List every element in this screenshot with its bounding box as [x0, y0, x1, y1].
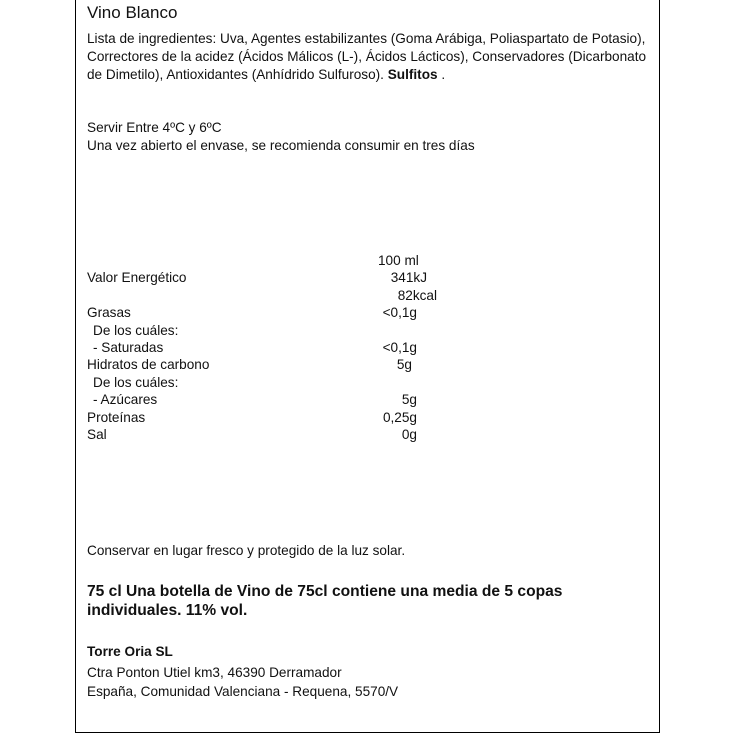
producer-name: Torre Oria SL [87, 644, 173, 659]
row-label: Proteínas [87, 410, 146, 425]
row-value: 5g [401, 392, 417, 407]
nutrition-header: 100 ml [378, 253, 419, 268]
serving-temperature: Servir Entre 4ºC y 6ºC [87, 120, 222, 135]
row-value: <0,1g [382, 305, 417, 320]
allergen-text: Sulfitos [387, 67, 438, 82]
energy-kj: 341kJ [390, 270, 427, 285]
storage-instructions: Conservar en lugar fresco y protegido de la luz solar. [87, 543, 406, 558]
row-label: De los cuáles: [93, 323, 179, 338]
row-label: Grasas [87, 305, 131, 320]
row-value: 0g [401, 427, 417, 442]
ingredients-text: Lista de ingredientes: Uva, Agentes estabilizantes (Goma Arábiga, Poliaspartato de Potasio), Correctores de la acidez (Ácidos Málicos (L-), Ácidos Lácticos), Conservadores (Dicarbonato de Dimetilo), Antioxidantes (Anhídrido Sulfuroso). [87, 31, 647, 82]
row-label: De los cuáles: [93, 375, 179, 390]
volume-line-1: 75 cl Una botella de Vino de 75cl contiene una media de 5 copas [87, 583, 563, 600]
row-label: Sal [87, 427, 107, 442]
after-opening-note: Una vez abierto el envase, se recomienda consumir en tres días [87, 138, 475, 153]
volume-line-2: individuales. 11% vol. [87, 602, 248, 619]
product-title: Vino Blanco [87, 3, 178, 22]
energy-kcal: 82kcal [397, 288, 437, 303]
row-label: - Saturadas [93, 340, 164, 355]
row-label: Hidratos de carbono [87, 357, 210, 372]
producer-address-2: España, Comunidad Valenciana - Requena, 5570/V [87, 684, 399, 699]
row-value: 0,25g [382, 410, 417, 425]
row-value: 5g [396, 357, 412, 372]
ingredients-list [87, 30, 652, 84]
row-value: <0,1g [382, 340, 417, 355]
producer-address-1: Ctra Ponton Utiel km3, 46390 Derramador [87, 665, 342, 680]
row-label: - Azúcares [93, 392, 158, 407]
energy-label: Valor Energético [87, 270, 187, 285]
allergen-suffix: . [437, 67, 446, 82]
